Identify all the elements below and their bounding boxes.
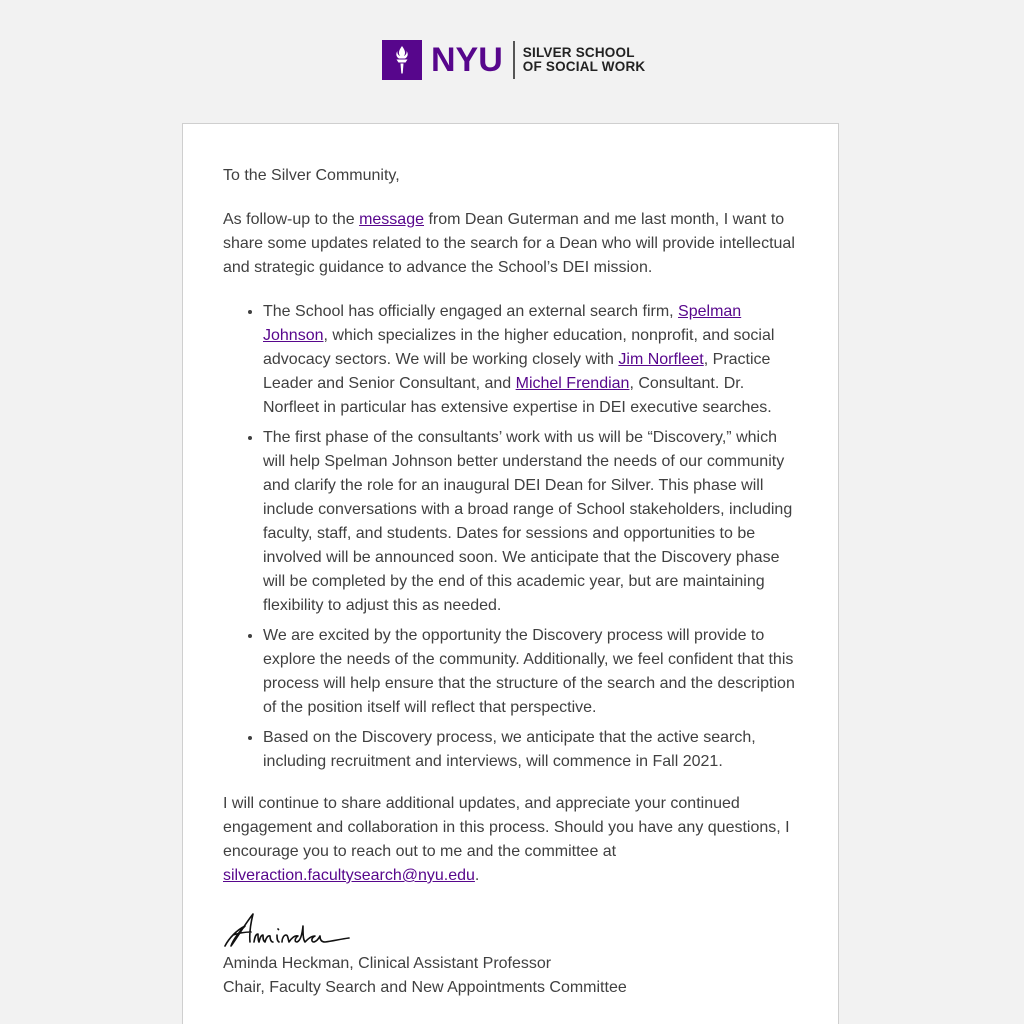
letter-card — [182, 123, 839, 1024]
michel-frendian-link[interactable]: Michel Frendian — [515, 375, 630, 392]
intro-text-2: from Dean Guterman and me last month, I want to share some updates related to the search for a Dean who will provide intellectual and strategic guidance to advance the School’s DEI mission. — [223, 211, 795, 276]
logo-divider — [513, 41, 515, 79]
jim-norfleet-link[interactable]: Jim Norfleet — [618, 351, 704, 368]
school-name-line2: OF SOCIAL WORK — [522, 59, 646, 74]
bullet1-text-3: , Practice Leader and Senior Consultant, and — [263, 351, 771, 392]
intro-paragraph — [223, 208, 803, 280]
school-name — [523, 46, 646, 74]
greeting: To the Silver Community, — [223, 167, 400, 184]
letter-body — [223, 164, 803, 1000]
spelman-johnson-link[interactable]: Spelman Johnson — [263, 303, 742, 344]
closing-paragraph — [223, 792, 803, 888]
signer-name: Aminda Heckman, Clinical Assistant Professor — [223, 955, 552, 972]
signature-script: Aminda — [223, 908, 227, 909]
school-name-line1: SILVER SCHOOL — [522, 45, 635, 60]
nyu-silver-logo[interactable] — [382, 40, 645, 80]
closing-end: . — [474, 867, 480, 884]
committee-email-link[interactable]: silveraction.facultysearch@nyu.edu — [223, 867, 475, 884]
signer-title: Chair, Faculty Search and New Appointments Committee — [223, 979, 627, 996]
nyu-wordmark: NYU — [431, 41, 503, 79]
bullet1-text-4: , Consultant. Dr. Norfleet in particular has extensive expertise in DEI executive searches. — [263, 375, 772, 416]
list-item: • We are excited by the opportunity the Discovery process will provide to explore the needs of the community. Additionally, we feel confident that this process will help ensure that the structure of the search and the description of the position itself will reflect that perspective. — [263, 624, 803, 720]
handwritten-signature — [223, 908, 353, 952]
list-item: • The first phase of the consultants’ work with us will be “Discovery,” which will help Spelman Johnson better understand the needs of our community and clarify the role for an inaugural DEI Dean for Silver. This phase will include conversations with a broad range of School stakeholders, including faculty, staff, and students. Dates for sessions and opportunities to be involved will be announced soon. We anticipate that the Discovery phase will be completed by the end of this academic year, but are maintaining flexibility to adjust this as needed. — [263, 426, 803, 618]
update-list — [223, 300, 803, 774]
intro-text-1: As follow-up to the — [223, 211, 360, 228]
list-item: • Based on the Discovery process, we anticipate that the active search, including recruitment and interviews, will commence in Fall 2021. — [263, 726, 803, 774]
list-item — [263, 300, 803, 420]
message-link[interactable]: message — [359, 211, 424, 228]
bullet1-text-2: , which specializes in the higher education, nonprofit, and social advocacy sectors. We will be working closely with — [263, 327, 775, 368]
closing-text: I will continue to share additional updates, and appreciate your continued engagement and collaboration in this process. Should you have any questions, I encourage you to reach out to me and the committee at — [223, 795, 790, 860]
torch-icon — [382, 40, 422, 80]
bullet1-text-1: The School has officially engaged an external search firm, — [263, 303, 679, 320]
